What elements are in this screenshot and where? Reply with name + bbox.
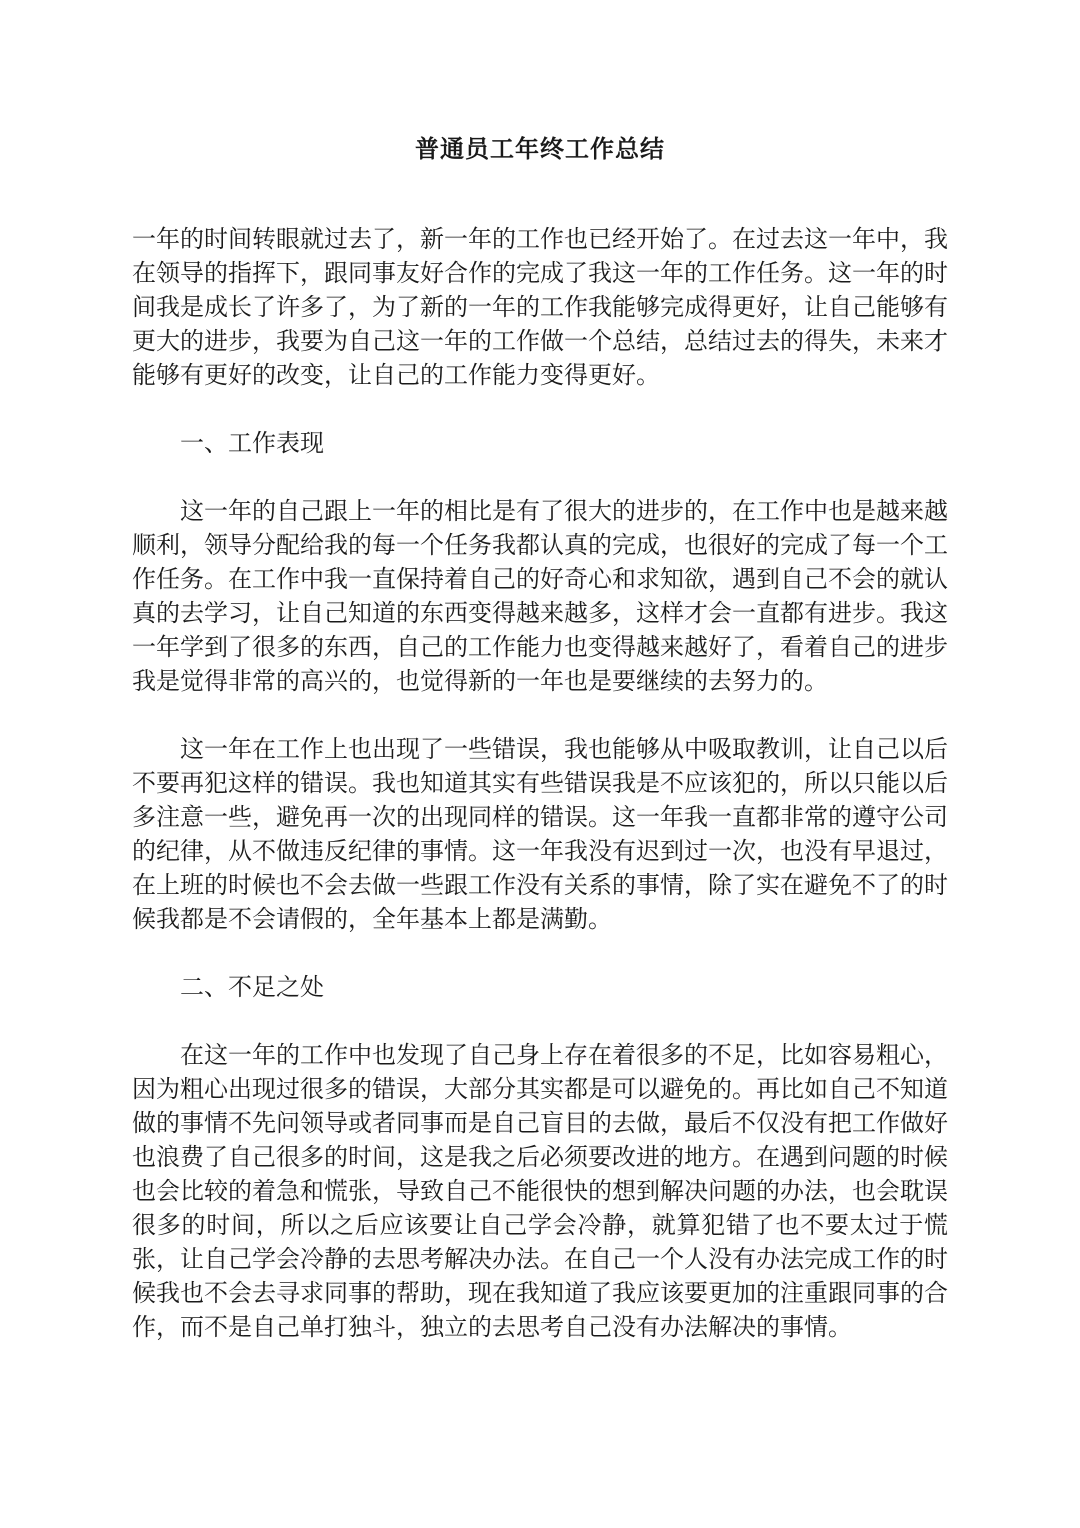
paragraph-shortcomings: 在这一年的工作中也发现了自己身上存在着很多的不足，比如容易粗心，因为粗心出现过很多的错误，大部分其实都是可以避免的。再比如自己不知道做的事情不先问领导或者同事而是自己盲目的去做，最后不仅没有把工作做好也浪费了自己很多的时间，这是我之后必须要改进的地方。在遇到问题的时候也会比较的着急和慌张，导致自己不能很快的想到解决问题的办法，也会耽误很多的时间，所以之后应该要让自己学会冷静，就算犯错了也不要太过于慌张，让自己学会冷静的去思考解决办法。在自己一个人没有办法完成工作的时候我也不会去寻求同事的帮助，现在我知道了我应该要更加的注重跟同事的合作，而不是自己单打独斗，独立的去思考自己没有办法解决的事情。 [132, 1041, 948, 1341]
document-body [132, 222, 948, 1344]
paragraph-progress: 这一年的自己跟上一年的相比是有了很大的进步的，在工作中也是越来越顺利，领导分配给我的每一个任务我都认真的完成，也很好的完成了每一个工作任务。在工作中我一直保持着自己的好奇心和求知欲，遇到自己不会的就认真的去学习，让自己知道的东西变得越来越多，这样才会一直都有进步。我这一年学到了很多的东西，自己的工作能力也变得越来越好了，看着自己的进步我是觉得非常的高兴的，也觉得新的一年也是要继续的去努力的。 [132, 497, 948, 695]
paragraph-mistakes-discipline: 这一年在工作上也出现了一些错误，我也能够从中吸取教训，让自己以后不要再犯这样的错误。我也知道其实有些错误我是不应该犯的，所以只能以后多注意一些，避免再一次的出现同样的错误。这一年我一直都非常的遵守公司的纪律，从不做违反纪律的事情。这一年我没有迟到过一次，也没有早退过，在上班的时候也不会去做一些跟工作没有关系的事情，除了实在避免不了的时候我都是不会请假的，全年基本上都是满勤。 [132, 735, 948, 933]
section-heading-shortcomings: 二、不足之处 [180, 973, 324, 1001]
document-title: 普通员工年终工作总结 [415, 135, 665, 163]
paragraph-intro: 一年的时间转眼就过去了，新一年的工作也已经开始了。在过去这一年中，我在领导的指挥下，跟同事友好合作的完成了我这一年的工作任务。这一年的时间我是成长了许多了，为了新的一年的工作我能够完成得更好，让自己能够有更大的进步，我要为自己这一年的工作做一个总结，总结过去的得失，未来才能够有更好的改变，让自己的工作能力变得更好。 [132, 225, 948, 389]
section-heading-work-performance: 一、工作表现 [180, 429, 324, 457]
